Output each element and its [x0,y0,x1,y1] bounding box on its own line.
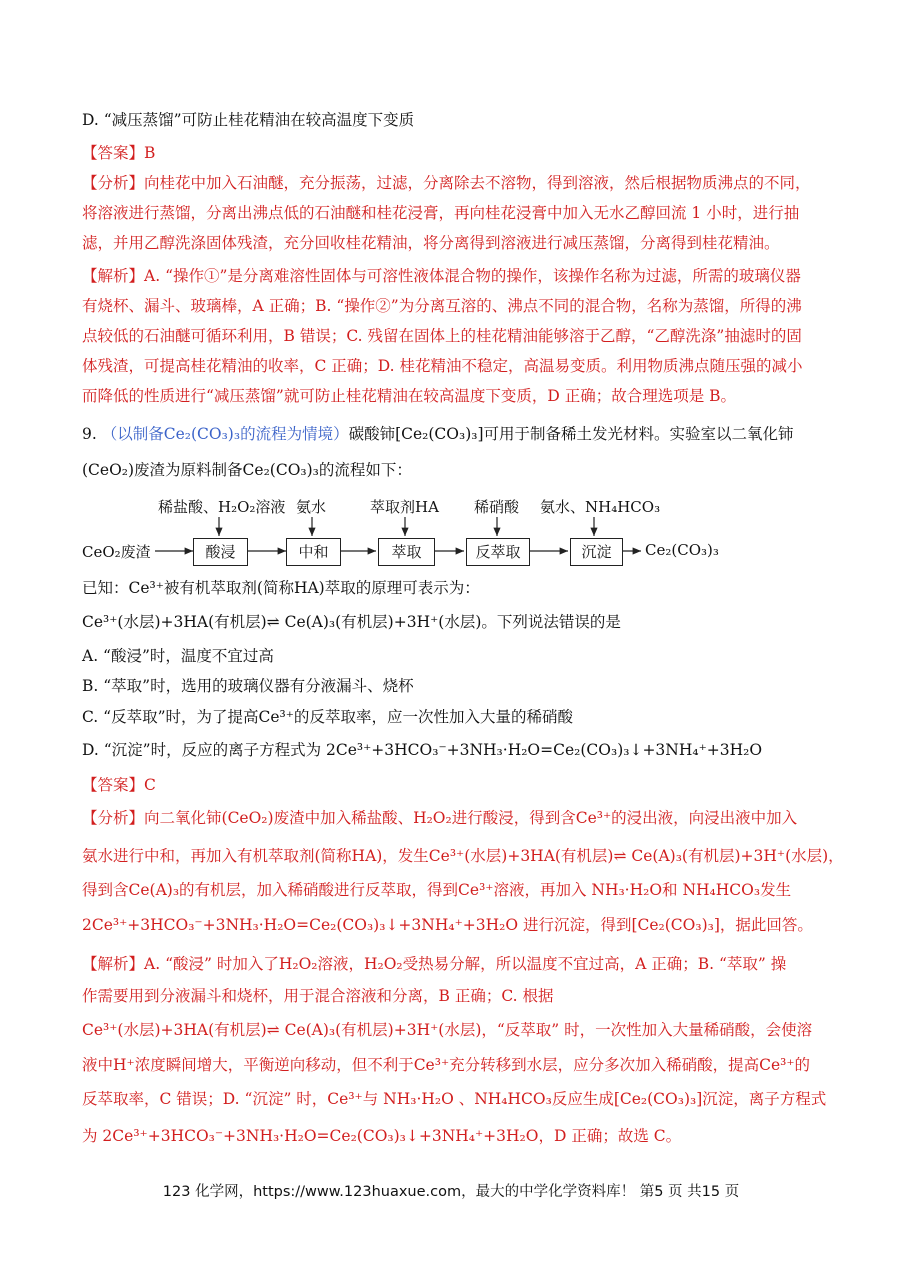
analysis-tag: 【分析】 [82,809,145,827]
solution-text: A. “操作①”是分离难溶性固体与可溶性液体混合物的操作，该操作名称为过滤，所需的玻璃仪器 [144,267,801,285]
answer-tag: 【答案】 [82,144,145,162]
solution-tag: 【解析】 [82,955,145,973]
q9-solution-line-3: Ce³⁺(水层)+3HA(有机层)⇌ Ce(A)₃(有机层)+3H⁺(水层)，“反萃取” 时，一次性加入大量稀硝酸，会使溶 [82,1021,813,1039]
flow-step-back-extract: 反萃取 [466,538,530,566]
solution-text: A. “酸浸” 时加入了H₂O₂溶液，H₂O₂受热易分解，所以温度不宜过高，A 正确；B. “萃取” 操 [144,955,787,973]
question-context: （以制备Ce₂(CO₃)₃的流程为情境） [101,425,349,443]
flow-step-precipitate: 沉淀 [570,538,623,566]
analysis-text: 向桂花中加入石油醚，充分振荡，过滤，分离除去不溶物，得到溶液，然后根据物质沸点的不同， [144,174,811,192]
q9-solution-line-4: 液中H⁺浓度瞬间增大，平衡逆向移动，但不利于Ce³⁺充分转移到水层，应分多次加入稀硝酸，提高Ce³⁺的 [82,1056,811,1074]
q9-analysis-line-4: 2Ce³⁺+3HCO₃⁻+3NH₃·H₂O=Ce₂(CO₃)₃↓+3NH₄⁺+3H₂O 进行沉淀，得到[Ce₂(CO₃)₃]，据此回答。 [82,916,813,934]
flow-step-extract: 萃取 [378,538,435,566]
q8-solution-line-3: 点较低的石油醚可循环利用，B 错误；C. 残留在固体上的桂花精油能够溶于乙醇，“乙醇洗涤”抽滤时的固 [82,327,802,345]
q9-analysis-line-1 [82,808,797,828]
reagent-1: 稀盐酸、H₂O₂溶液 [158,498,286,516]
flow-start: CeO₂废渣 [82,543,151,561]
q8-solution-line-2: 有烧杯、漏斗、玻璃棒，A 正确；B. “操作②”为分离互溶的、沸点不同的混合物，名称为蒸馏，所得的沸 [82,297,802,315]
flow-end: Ce₂(CO₃)₃ [645,541,719,559]
q9-solution-line-1 [82,954,786,974]
q8-analysis-line-3: 滤，并用乙醇洗涤固体残渣，充分回收桂花精油，将分离得到溶液进行减压蒸馏，分离得到桂花精油。 [82,234,780,252]
q9-solution-line-6: 为 2Ce³⁺+3HCO₃⁻+3NH₃·H₂O=Ce₂(CO₃)₃↓+3NH₄⁺+3H₂O，D 正确；故选 C。 [82,1127,682,1145]
reagent-4: 稀硝酸 [474,498,520,516]
answer-value: B [144,144,156,162]
q8-analysis-line-2: 将溶液进行蒸馏，分离出沸点低的石油醚和桂花浸膏，再向桂花浸膏中加入无水乙醇回流 1 小时，进行抽 [82,204,800,222]
q9-analysis-line-3: 得到含Ce(A)₃的有机层，加入稀硝酸进行反萃取，得到Ce³⁺溶液，再加入 NH₃·H₂O和 NH₄HCO₃发生 [82,881,792,899]
q8-solution-line-5: 而降低的性质进行“减压蒸馏”就可防止桂花精油在较高温度下变质，D 正确；故合理选项是 B。 [82,387,737,405]
reagent-3: 萃取剂HA [370,498,439,516]
q8-solution-line-4: 体残渣，可提高桂花精油的收率，C 正确；D. 桂花精油不稳定，高温易变质。利用物质沸点随压强的减小 [82,357,803,375]
q9-stem-line-2: (CeO₂)废渣为原料制备Ce₂(CO₃)₃的流程如下： [82,461,412,479]
q9-known: 已知：Ce³⁺被有机萃取剂(简称HA)萃取的原理可表示为： [82,579,480,597]
q9-solution-line-2: 作需要用到分液漏斗和烧杯，用于混合溶液和分离，B 正确；C. 根据 [82,987,554,1005]
analysis-text: 向二氧化铈(CeO₂)废渣中加入稀盐酸、H₂O₂进行酸浸，得到含Ce³⁺的浸出液，向浸出液中加入 [144,809,798,827]
q8-option-d: D. “减压蒸馏”可防止桂花精油在较高温度下变质 [82,111,415,129]
answer-tag: 【答案】 [82,776,145,794]
answer-value: C [144,776,156,794]
reagent-2: 氨水 [296,498,327,516]
q9-option-a: A. “酸浸”时，温度不宜过高 [82,647,274,665]
flow-step-acid-leach: 酸浸 [193,538,248,566]
q9-option-b: B. “萃取”时，选用的玻璃仪器有分液漏斗、烧杯 [82,677,414,695]
q9-answer [82,775,156,795]
stem-text: 碳酸铈[Ce₂(CO₃)₃]可用于制备稀土发光材料。实验室以二氧化铈 [348,425,794,443]
q9-equilibrium: Ce³⁺(水层)+3HA(有机层)⇌ Ce(A)₃(有机层)+3H⁺(水层)。下列说法错误的是 [82,613,621,631]
question-number: 9. [82,425,97,443]
q9-option-c: C. “反萃取”时，为了提高Ce³⁺的反萃取率，应一次性加入大量的稀硝酸 [82,708,573,726]
flow-step-neutralize: 中和 [286,538,341,566]
q9-analysis-line-2: 氨水进行中和，再加入有机萃取剂(简称HA)，发生Ce³⁺(水层)+3HA(有机层)⇌ Ce(A)₃(有机层)+3H⁺(水层)， [82,847,844,865]
page-footer: 123 化学网，https://www.123huaxue.com，最大的中学化学资料库！ 第5 页 共15 页 [162,1184,740,1200]
q9-solution-line-5: 反萃取率，C 错误；D. “沉淀” 时，Ce³⁺与 NH₃·H₂O 、NH₄HCO₃反应生成[Ce₂(CO₃)₃]沉淀，离子方程式 [82,1090,827,1108]
solution-tag: 【解析】 [82,267,145,285]
reagent-5: 氨水、NH₄HCO₃ [540,498,661,516]
q9-option-d: D. “沉淀”时，反应的离子方程式为 2Ce³⁺+3HCO₃⁻+3NH₃·H₂O=Ce₂(CO₃)₃↓+3NH₄⁺+3H₂O [82,741,763,759]
analysis-tag: 【分析】 [82,174,145,192]
